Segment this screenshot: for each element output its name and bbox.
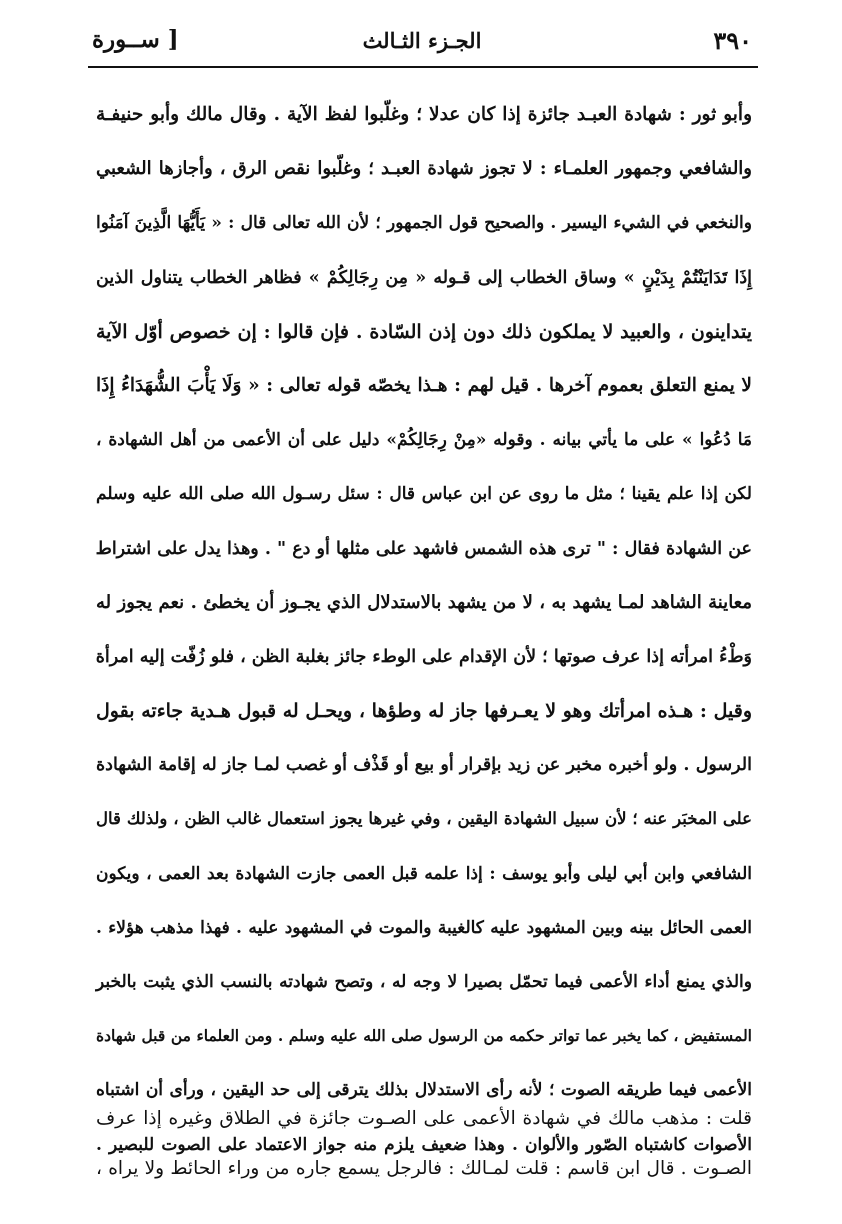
text-line: الرسول . ولو أخبره مخبر عن زيد بإقرار أو بيع أو قَذْف أو غصب لمـا جاز له إقامة الشهادة	[96, 755, 752, 776]
text-line: إِذَا تَدَايَنْتُمْ بِدَيْنٍ » وساق الخطاب إلى قـوله « مِن رِجَالِكُمْ » فظاهر الخطاب يتناول الذين	[96, 267, 752, 288]
text-line: العمى الحائل بينه وبين المشهود عليه كالغيبة والموت في المشهود عليه . فهذا مذهب هؤلاء .	[96, 917, 752, 938]
text-line: لكن إذا علم يقينا ؛ مثل ما روى عن ابن عباس قال : سئل رسـول الله صلى الله عليه وسلم	[96, 484, 752, 505]
main-text	[96, 88, 752, 1172]
text-line: على المخبَر عنه ؛ لأن سبيل الشهادة اليقين ، وفي غيرها يجوز استعمال غالب الظن ، ولذلك قال	[96, 809, 752, 829]
note-line: الصـوت . قال ابن قاسم : قلت لمـالك : فالرجل يسمع جاره من وراء الحائط ولا يراه ،	[96, 1158, 752, 1179]
text-line: مَا دُعُوا » على ما يأتي بيانه . وقوله «مِنْ رِجَالِكُمْ» دليل على أن الأعمى من أهل الشهادة ،	[96, 430, 752, 451]
text-line: لا يمنع التعلق بعموم آخرها . قيل لهم : هـذا يخصّه قوله تعالى : « وَلَا يَأْبَ الشُّهَدَاءُ إِذَا	[96, 374, 752, 396]
text-line: الأصوات كاشتباه الصّور والألوان . وهذا ضعيف يلزم منه جواز الاعتماد على الصوت للبصير .	[96, 1134, 752, 1155]
text-line: وَطْءُ امرأته إذا عرف صوتها ؛ لأن الإقدام على الوطء جائز بغلبة الظن ، فلو زُفّت إليه امرأة	[95, 646, 752, 667]
text-line: عن الشهادة فقال : " ترى هذه الشمس فاشهد على مثلها أو دع " . وهذا يدل على اشتراط	[95, 538, 752, 559]
running-title: الجـزء الثـالث	[362, 28, 482, 53]
page-number: ٣٩٠	[713, 26, 752, 55]
text-line: الشافعي وابن أبي ليلى وأبو يوسف : إذا علمه قبل العمى جازت الشهادة بعد العمى ، ويكون	[96, 863, 752, 884]
text-line: والذي يمنع أداء الأعمى فيما تحمّل بصيرا لا وجه له ، وتصح شهادته بالنسب الذي يثبت بالخبر	[96, 972, 752, 992]
text-line: يتداينون ، والعبيد لا يملكون ذلك دون إذن السّادة . فإن قالوا : إن خصوص أوّل الآية	[96, 320, 752, 343]
header-divider	[88, 66, 758, 68]
text-line: وقيل : هـذه امرأتك وهو لا يعـرفها جاز له وطؤها ، ويحـل له قبول هـدية جاءته بقول	[96, 700, 752, 723]
note-line: قلت : مذهب مالك في شهادة الأعمى على الصـوت جائزة في الطلاق وغيره إذا عرف	[96, 1108, 752, 1129]
text-line: والشافعي وجمهور العلمـاء : لا تجوز شهادة العبـد ؛ وغلّبوا نقص الرق ، وأجازها الشعبي	[96, 158, 752, 180]
note-paragraph	[96, 1094, 752, 1194]
sura-mark: [ ســورة	[92, 26, 179, 53]
text-line: الأعمى فيما طريقه الصوت ؛ لأنه رأى الاستدلال بذلك يترقى إلى حد اليقين ، ورأى أن اشتباه	[96, 1080, 752, 1101]
text-line: والنخعي في الشيء اليسير . والصحيح قول الجمهور ؛ لأن الله تعالى قال : « يَأَيُّهَا الَّذِينَ آمَنُوا	[96, 213, 752, 234]
page-header	[92, 24, 752, 64]
text-line: معاينة الشاهد لمـا يشهد به ، لا من يشهد بالاستدلال الذي يجـوز أن يخطئ . نعم يجوز له	[96, 591, 752, 613]
text-line: وأبو ثور : شهادة العبـد جائزة إذا كان عدلا ؛ وغلّبوا لفظ الآية . وقال مالك وأبو حنيفـة	[96, 104, 752, 125]
text-line: المستفيض ، كما يخبر عما تواتر حكمه من الرسول صلى الله عليه وسلم . ومن العلماء من قبل شهادة	[96, 1026, 752, 1046]
